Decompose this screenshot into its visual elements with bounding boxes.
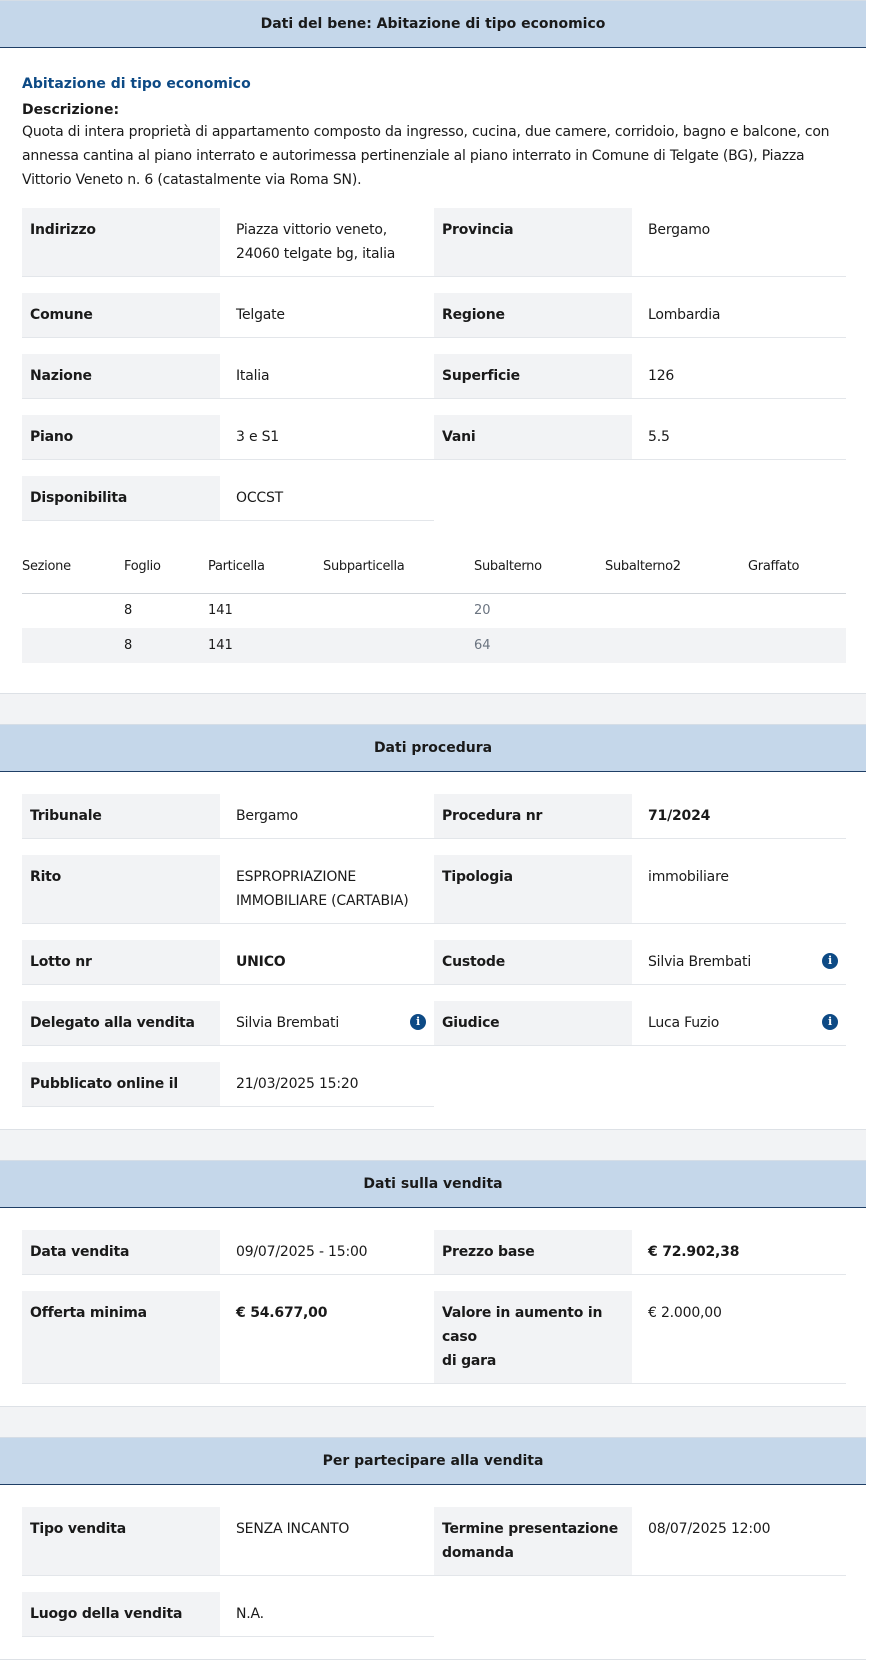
section-dati-vendita — [0, 1160, 866, 1407]
field-label: Offerta minima — [22, 1291, 220, 1383]
section-dati-procedura — [0, 724, 866, 1130]
field-label: Prezzo base — [434, 1230, 632, 1274]
section-dati-bene — [0, 0, 866, 694]
field-value: Italia — [236, 368, 270, 384]
field-superficie — [434, 354, 846, 399]
catasto-table — [22, 541, 846, 663]
field-label: Vani — [434, 415, 632, 459]
field-label: Delegato alla vendita — [22, 1001, 220, 1045]
field-nazione — [22, 354, 434, 399]
aumento-label-line-1: Valore in aumento in caso — [442, 1305, 603, 1345]
field-label: Provincia — [434, 208, 632, 276]
section-header-partecipare: Per partecipare alla vendita — [0, 1437, 866, 1485]
custode-name: Silvia Brembati — [648, 954, 752, 970]
termine-label-line-1: Termine presentazione — [442, 1521, 618, 1537]
field-label: Regione — [434, 293, 632, 337]
col-graffato: Graffato — [748, 541, 846, 593]
cell-subalterno2 — [605, 628, 748, 663]
field-custode — [434, 940, 846, 985]
field-value: UNICO — [236, 954, 286, 970]
section-gap — [0, 1407, 866, 1437]
field-value: € 72.902,38 — [648, 1244, 740, 1260]
cell-foglio: 8 — [124, 628, 208, 663]
cell-subparticella — [323, 593, 474, 628]
cell-subalterno: 20 — [474, 603, 491, 619]
field-label: Piano — [22, 415, 220, 459]
field-label: Data vendita — [22, 1230, 220, 1274]
giudice-name: Luca Fuzio — [648, 1015, 720, 1031]
cell-subalterno: 64 — [474, 628, 605, 663]
section-gap — [0, 1130, 866, 1160]
cell-sezione — [22, 628, 124, 663]
field-offerta-minima — [22, 1291, 434, 1384]
field-value: Bergamo — [648, 222, 710, 238]
field-lotto-nr — [22, 940, 434, 985]
rito-line-1: ESPROPRIAZIONE — [236, 869, 357, 885]
field-tipologia — [434, 855, 846, 924]
field-procedura-nr — [434, 794, 846, 839]
field-value — [632, 940, 846, 984]
section-header-dati-bene: Dati del bene: Abitazione di tipo economico — [0, 0, 866, 48]
field-delegato — [22, 1001, 434, 1046]
field-comune — [22, 293, 434, 338]
cell-foglio: 8 — [124, 603, 133, 619]
field-label: Tipologia — [434, 855, 632, 923]
field-label: Tipo vendita — [22, 1507, 220, 1575]
field-value — [220, 1001, 434, 1045]
field-label: Rito — [22, 855, 220, 923]
field-regione — [434, 293, 846, 338]
field-value: SENZA INCANTO — [236, 1521, 350, 1537]
field-label: Nazione — [22, 354, 220, 398]
field-label: Tribunale — [22, 794, 220, 838]
col-subparticella: Subparticella — [323, 541, 474, 593]
vendita-fields-grid — [22, 1230, 844, 1406]
field-label: Lotto nr — [22, 940, 220, 984]
field-value: 3 e S1 — [236, 429, 280, 445]
info-icon[interactable]: i — [822, 1014, 838, 1030]
section-header-dati-vendita: Dati sulla vendita — [0, 1160, 866, 1208]
procedura-fields-grid — [22, 794, 844, 1129]
field-indirizzo — [22, 208, 434, 277]
info-icon[interactable]: i — [410, 1014, 426, 1030]
field-label: Procedura nr — [434, 794, 632, 838]
field-label: Custode — [434, 940, 632, 984]
col-sezione: Sezione — [22, 541, 124, 593]
cell-subparticella — [323, 628, 474, 663]
bene-title: Abitazione di tipo economico — [22, 76, 251, 92]
field-value: immobiliare — [648, 869, 729, 885]
field-value: Telgate — [236, 307, 285, 323]
aumento-label-line-2: di gara — [442, 1353, 497, 1369]
field-value: 71/2024 — [648, 808, 711, 824]
field-data-vendita — [22, 1230, 434, 1275]
field-label — [434, 1507, 632, 1575]
info-icon[interactable]: i — [822, 953, 838, 969]
field-value: 126 — [648, 368, 675, 384]
field-value: 21/03/2025 15:20 — [236, 1076, 359, 1092]
col-subalterno2: Subalterno2 — [605, 541, 748, 593]
partecipare-fields-grid — [22, 1507, 844, 1659]
section-header-dati-procedura: Dati procedura — [0, 724, 866, 772]
field-termine-presentazione — [434, 1507, 846, 1576]
bene-fields-grid — [22, 208, 844, 537]
field-value: OCCST — [236, 490, 284, 506]
field-value: Lombardia — [648, 307, 721, 323]
field-giudice — [434, 1001, 846, 1046]
col-particella: Particella — [208, 541, 323, 593]
field-provincia — [434, 208, 846, 277]
field-valore-aumento — [434, 1291, 846, 1384]
field-tipo-vendita — [22, 1507, 434, 1576]
field-value — [220, 855, 434, 923]
delegato-name: Silvia Brembati — [236, 1015, 340, 1031]
description-label: Descrizione: — [22, 102, 120, 118]
field-label: Comune — [22, 293, 220, 337]
cell-subalterno2 — [605, 593, 748, 628]
termine-label-line-2: domanda — [442, 1545, 514, 1561]
col-subalterno: Subalterno — [474, 541, 605, 593]
field-value: € 2.000,00 — [648, 1305, 722, 1321]
field-luogo-vendita — [22, 1592, 434, 1637]
field-value: 08/07/2025 12:00 — [648, 1521, 771, 1537]
cell-graffato — [748, 593, 846, 628]
col-foglio: Foglio — [124, 541, 208, 593]
rito-line-2: IMMOBILIARE (CARTABIA) — [236, 893, 409, 909]
field-pubblicato — [22, 1062, 434, 1107]
field-value: N.A. — [236, 1606, 264, 1622]
field-label: Giudice — [434, 1001, 632, 1045]
field-piano — [22, 415, 434, 460]
indirizzo-line-2: 24060 telgate bg, italia — [236, 246, 396, 262]
section-gap — [0, 694, 866, 724]
cell-sezione — [22, 593, 124, 628]
field-value — [220, 208, 434, 276]
field-label: Luogo della vendita — [22, 1592, 220, 1636]
catasto-header-row — [22, 541, 846, 593]
table-row — [22, 593, 846, 628]
table-row — [22, 628, 846, 663]
field-value: 5.5 — [648, 429, 670, 445]
cell-graffato — [748, 628, 846, 663]
field-rito — [22, 855, 434, 924]
field-value: Bergamo — [236, 808, 298, 824]
indirizzo-line-1: Piazza vittorio veneto, — [236, 222, 387, 238]
field-disponibilita — [22, 476, 434, 521]
field-prezzo-base — [434, 1230, 846, 1275]
field-label: Disponibilita — [22, 476, 220, 520]
field-label: Indirizzo — [22, 208, 220, 276]
section-partecipare — [0, 1437, 866, 1660]
field-vani — [434, 415, 846, 460]
field-label: Superficie — [434, 354, 632, 398]
field-value — [632, 1001, 846, 1045]
cell-particella: 141 — [208, 628, 323, 663]
description-text: Quota di intera proprietà di appartamento composto da ingresso, cucina, due camere, corridoio, bagno e balcone, con annessa cantina al piano interrato e autorimessa pertinenziale al piano interrato in Comune di Telgate (BG), Piazza Vittorio Veneto n. 6 (catastalmente via Roma SN). — [22, 124, 830, 188]
field-value: € 54.677,00 — [236, 1305, 328, 1321]
field-value: 09/07/2025 - 15:00 — [236, 1244, 368, 1260]
field-label — [434, 1291, 632, 1383]
cell-particella: 141 — [208, 603, 233, 619]
field-label: Pubblicato online il — [22, 1062, 220, 1106]
field-tribunale — [22, 794, 434, 839]
